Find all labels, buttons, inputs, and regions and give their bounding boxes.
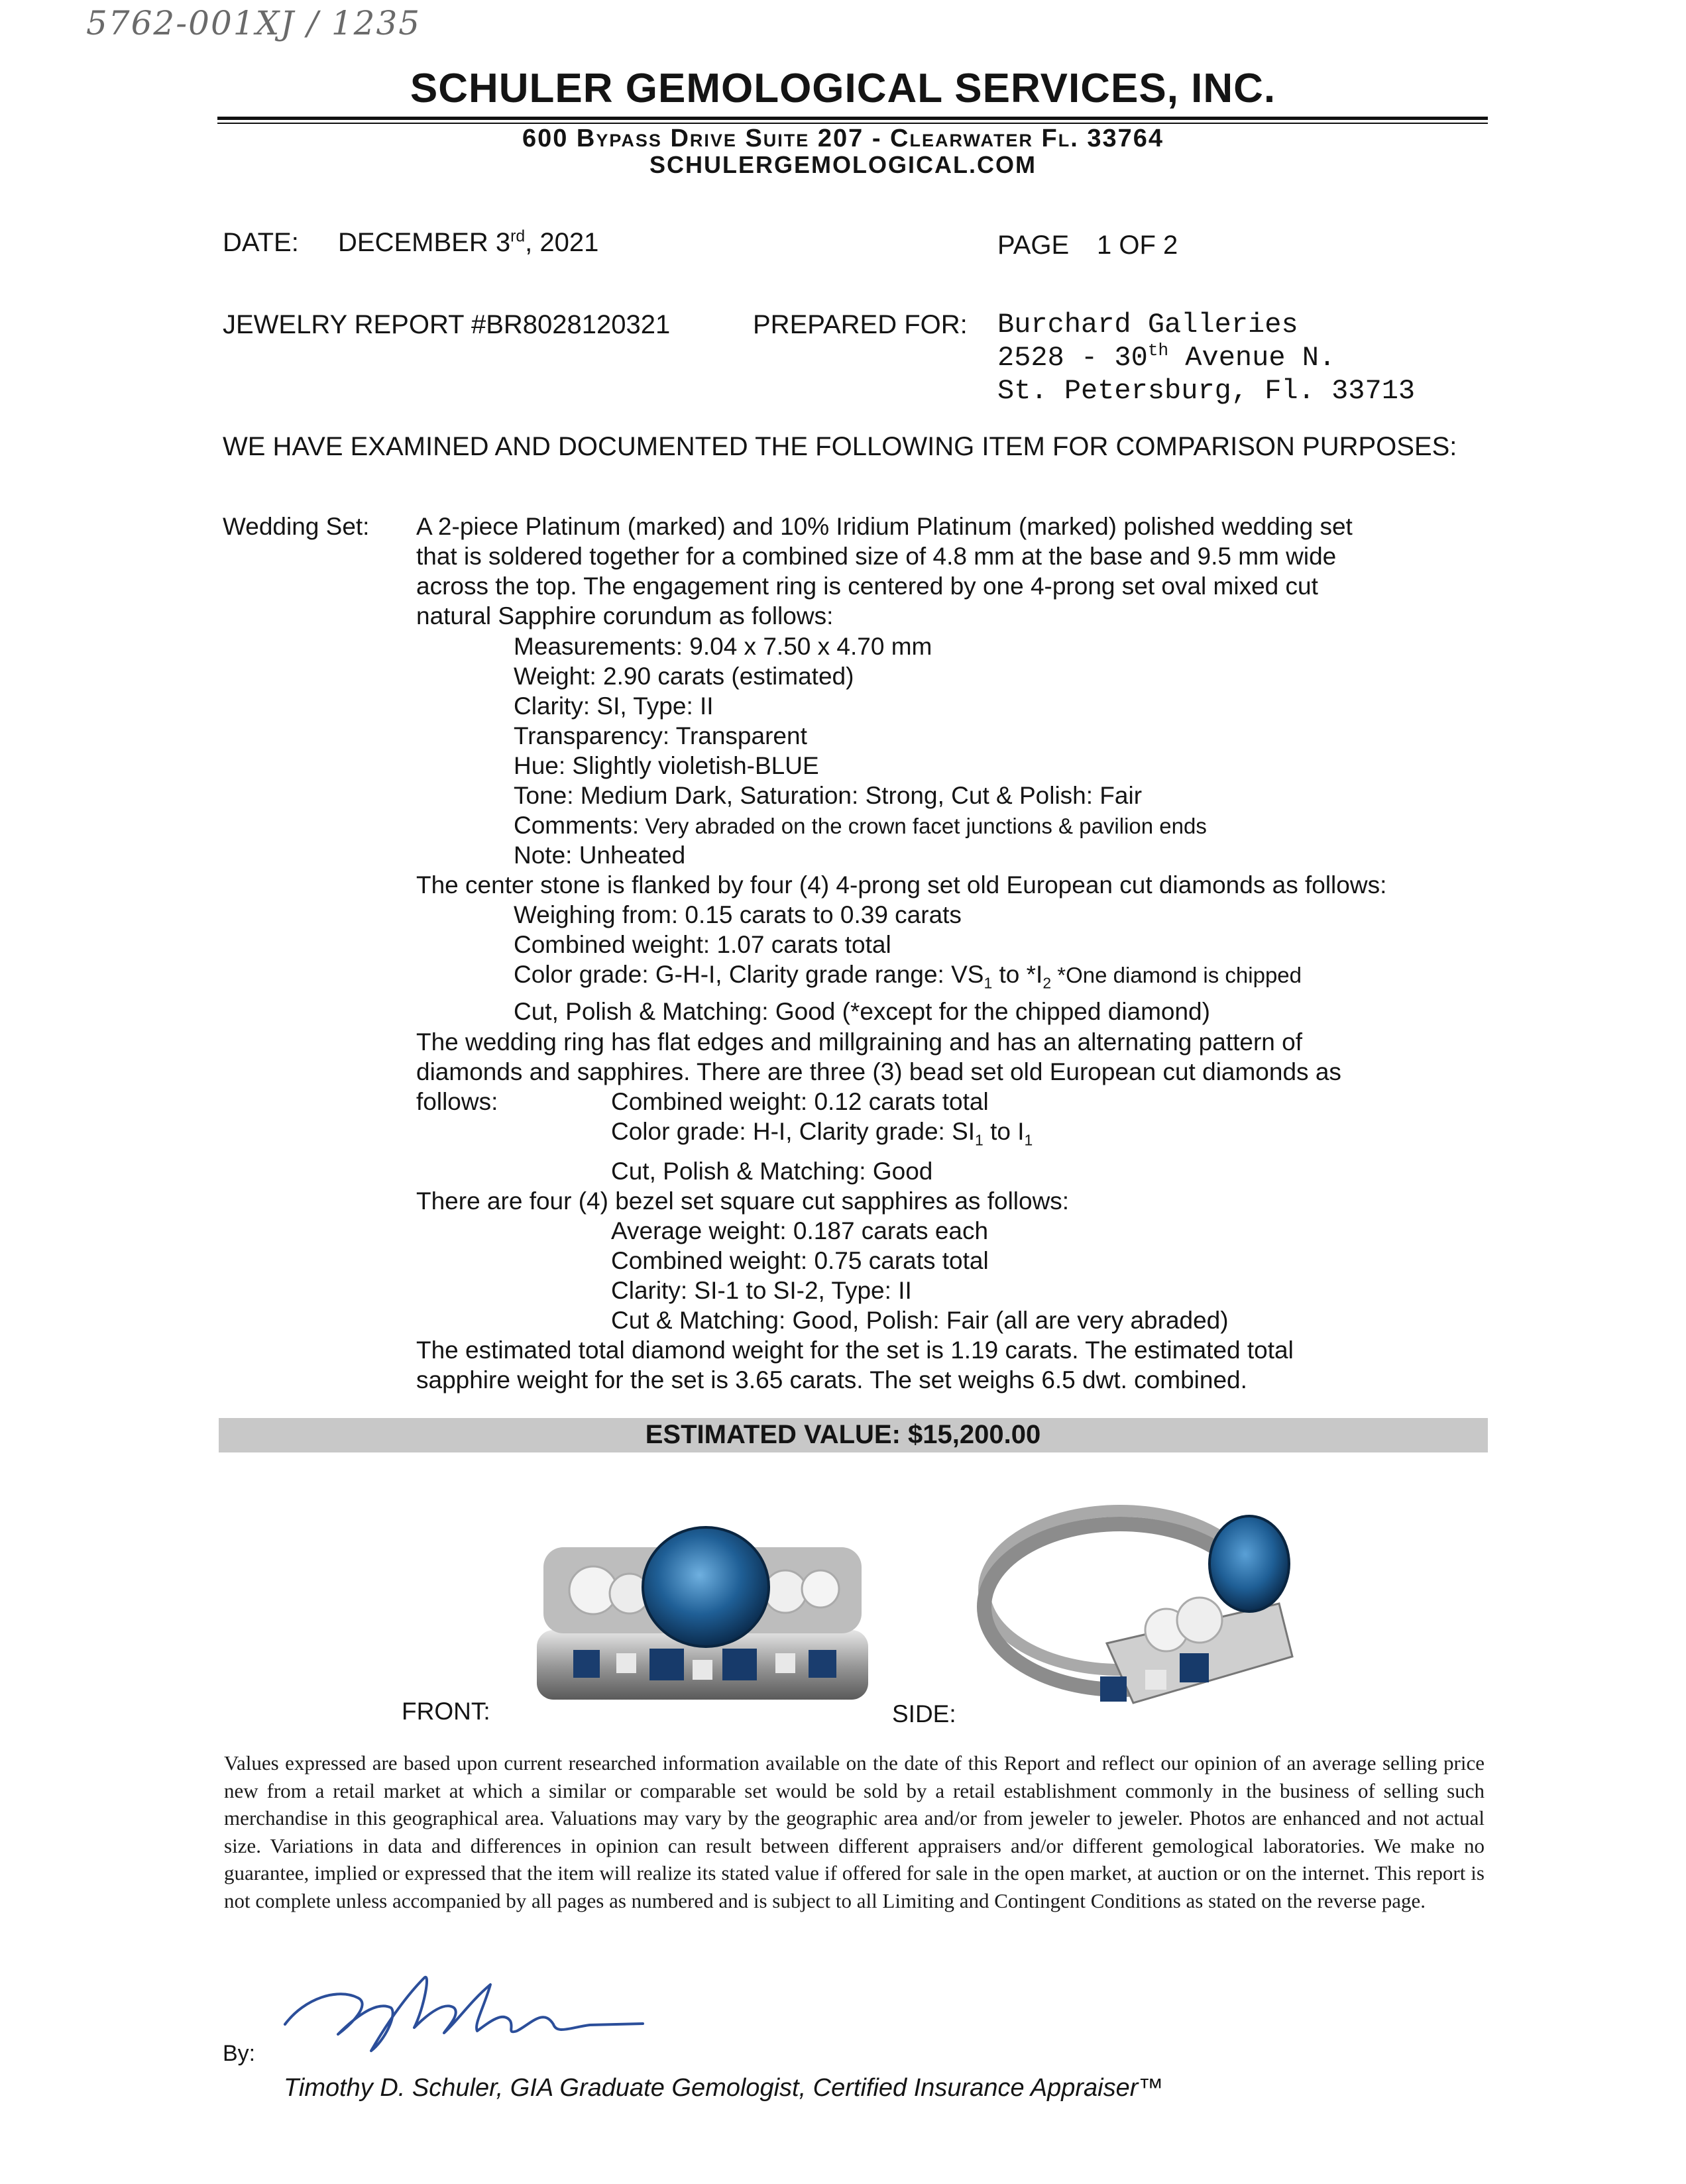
prepared-for-label: PREPARED FOR: — [753, 310, 968, 339]
side-photo-label: SIDE: — [892, 1700, 956, 1727]
sapphire-measurements: Measurements: 9.04 x 7.50 x 4.70 mm — [514, 633, 932, 660]
appraiser-signature — [278, 1961, 649, 2061]
client-name: Burchard Galleries — [997, 309, 1298, 341]
wedding-line: The wedding ring has flat edges and millgraining and has an alternating pattern of — [416, 1028, 1302, 1056]
item-label: Wedding Set: — [223, 513, 370, 540]
report-number: JEWELRY REPORT #BR8028120321 — [223, 310, 671, 339]
summary-line: The estimated total diamond weight for the set is 1.19 carats. The estimated total — [416, 1337, 1294, 1364]
desc-line: across the top. The engagement ring is centered by one 4-prong set oval mixed cut — [416, 573, 1318, 600]
summary-line: sapphire weight for the set is 3.65 carats. The set weighs 6.5 dwt. combined. — [416, 1366, 1247, 1393]
sapphire-comments: Comments: Very abraded on the crown facet junctions & pavilion ends — [514, 812, 1207, 839]
wedding-diamonds-cut: Cut, Polish & Matching: Good — [611, 1158, 933, 1185]
diamonds-color-grade: Color grade: G-H-I, Clarity grade range: $VS_1$ to $*I_2$ *One diamond is chipped — [514, 961, 1302, 992]
wedding-diamonds-color: Color grade: H-I, Clarity grade: $SI_1$ to $I_1$ — [611, 1118, 1033, 1149]
valuation-disclaimer: Values expressed are based upon current researched information available on the date of this Report and reflect our opinion of an average selling price new from a retail market at which a similar or comparable set would be sold by a retail establishment commonly in the business of selling such merchandise in this geographical area. Valuations may vary by the geographic area and/or from jeweler to jeweler. Photos are enhanced and not actual size. Variations in data and differences in opinion can result between different appraisers and/or different gemological laboratories. We make no guarantee, implied or expressed that the item will realize its stated value if offered for sale in the open market, at auction or on the internet. This report is not complete unless accompanied by all pages as numbered and is subject to all Limiting and Contingent Conditions as stated on the reverse page. — [224, 1751, 1485, 1912]
follows-label: follows: — [416, 1088, 498, 1115]
client-street: 2528 - 30th Avenue N. — [997, 341, 1336, 374]
front-photo-label: FRONT: — [402, 1698, 490, 1725]
sapphires-clarity: Clarity: SI-1 to SI-2, Type: II — [611, 1277, 912, 1304]
company-address: 600 Bypass Drive Suite 207 - Clearwater Fl. 33764 — [522, 125, 1164, 152]
company-name: SCHULER GEMOLOGICAL SERVICES, INC. — [410, 66, 1276, 111]
desc-line: A 2-piece Platinum (marked) and 10% Iridium Platinum (marked) polished wedding set — [416, 513, 1353, 540]
wedding-line: diamonds and sapphires. There are three (3) bead set old European cut diamonds as — [416, 1058, 1341, 1085]
header-rule-thin — [217, 123, 1488, 124]
sapphire-note: Note: Unheated — [514, 842, 686, 869]
page-label: PAGE — [997, 231, 1070, 260]
sapphire-weight: Weight: 2.90 carats (estimated) — [514, 663, 854, 690]
center-flank-text: The center stone is flanked by four (4) 4-prong set old European cut diamonds as follows: — [416, 871, 1387, 899]
company-website: SCHULERGEMOLOGICAL.COM — [649, 151, 1037, 178]
diamonds-combined: Combined weight: 1.07 carats total — [514, 931, 891, 958]
diamonds-weighing: Weighing from: 0.15 carats to 0.39 carats — [514, 901, 962, 928]
handwritten-reference-note: 5762-001XJ / 1235 — [86, 4, 422, 42]
sapphire-tone: Tone: Medium Dark, Saturation: Strong, Cut & Polish: Fair — [514, 782, 1143, 809]
wedding-diamonds-combined: Combined weight: 0.12 carats total — [611, 1088, 989, 1115]
sapphire-clarity: Clarity: SI, Type: II — [514, 692, 714, 720]
page-number: 1 OF 2 — [1097, 231, 1178, 260]
by-label: By: — [223, 2041, 256, 2066]
sapphire-hue: Hue: Slightly violetish-BLUE — [514, 752, 819, 779]
date-label: DATE: — [223, 228, 299, 257]
desc-line: natural Sapphire corundum as follows: — [416, 602, 834, 629]
intro-statement: WE HAVE EXAMINED AND DOCUMENTED THE FOLLOWING ITEM FOR COMPARISON PURPOSES: — [223, 432, 1457, 461]
sapphire-transparency: Transparency: Transparent — [514, 722, 807, 749]
desc-line: that is soldered together for a combined size of 4.8 mm at the base and 9.5 mm wide — [416, 543, 1337, 570]
sapphires-average: Average weight: 0.187 carats each — [611, 1217, 989, 1244]
estimated-value: ESTIMATED VALUE: $15,200.00 — [645, 1420, 1041, 1449]
sapphires-cut: Cut & Matching: Good, Polish: Fair (all are very abraded) — [611, 1307, 1229, 1334]
client-city: St. Petersburg, Fl. 33713 — [997, 375, 1416, 407]
sapphires-intro: There are four (4) bezel set square cut sapphires as follows: — [416, 1187, 1070, 1215]
report-date: DECEMBER 3rd, 2021 — [338, 227, 599, 257]
front-photo — [524, 1517, 881, 1716]
appraiser-credentials: Timothy D. Schuler, GIA Graduate Gemologist, Certified Insurance Appraiser™ — [284, 2074, 1164, 2102]
sapphires-combined: Combined weight: 0.75 carats total — [611, 1247, 989, 1274]
side-photo — [968, 1491, 1312, 1729]
diamonds-cut: Cut, Polish & Matching: Good (*except for the chipped diamond) — [514, 998, 1210, 1025]
header-rule-thick — [217, 117, 1488, 120]
